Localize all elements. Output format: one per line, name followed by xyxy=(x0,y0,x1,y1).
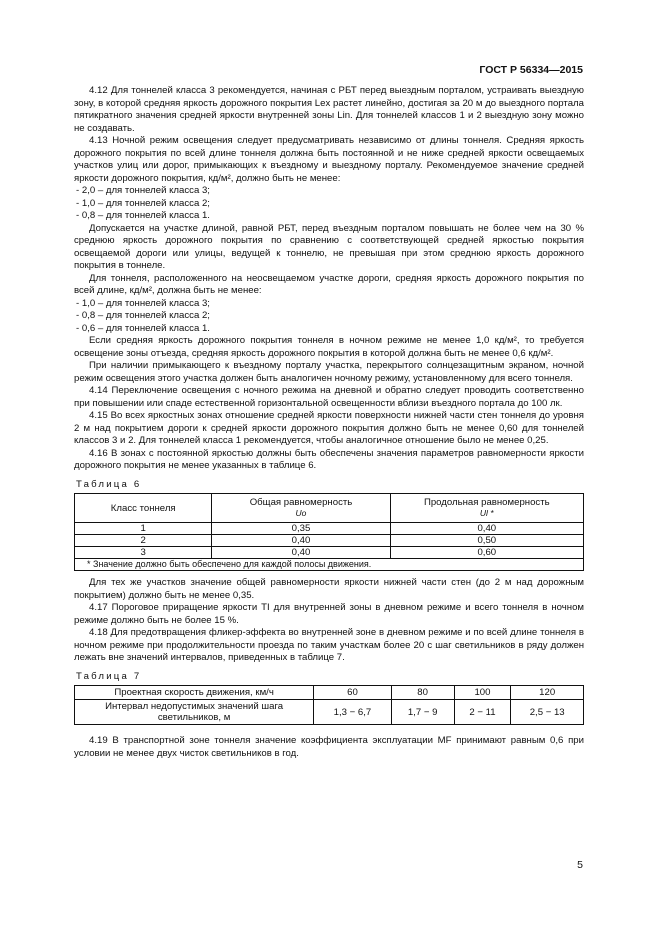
table-row xyxy=(75,547,584,559)
paragraph-walls: Для тех же участков значение общей равномерности яркости нижней части стен (до 2 м над дорожным покрытием) должно быть не менее 0,35. xyxy=(74,577,584,601)
paragraph-4-17: 4.17 Пороговое приращение яркости TI для внутренней зоны в дневном режиме и всего тоннеля в ночном режиме должно быть не более 15 %. xyxy=(74,602,584,626)
table-header-cell xyxy=(212,494,390,523)
table-cell: 120 xyxy=(511,686,584,700)
table-header-row xyxy=(75,494,584,523)
paragraph-allowance: Допускается на участке длиной, равной РБТ, перед въездным порталом повышать не более чем на 30 % среднюю яркость дорожного покрытия по сравнению с соответствующей средней яркостью покрытия освещаемой дороги или улицы, ведущей к тоннелю, не превышая при этом среднюю яркость дорожного покрытия в тоннеле. xyxy=(74,222,584,271)
table-note-row xyxy=(75,559,584,571)
table-header-cell xyxy=(390,494,583,523)
page-number: 5 xyxy=(577,859,583,871)
table-cell: 0,50 xyxy=(390,535,583,547)
table-cell: 60 xyxy=(314,686,391,700)
paragraph-4-19: 4.19 В транспортной зоне тоннеля значение коэффициента эксплуатации MF принимают равным 0,6 при условии не менее двух чисток светильников в год. xyxy=(74,735,584,759)
list-item: - 0,6 – для тоннелей класса 1. xyxy=(76,322,210,334)
paragraph-4-16: 4.16 В зонах с постоянной яркостью должны быть обеспечены значения параметров равномерности яркости дорожного покрытия не менее указанных в таблице 6. xyxy=(74,447,584,471)
document-header: ГОСТ Р 56334—2015 xyxy=(479,64,583,76)
table-row xyxy=(75,686,584,700)
table-row xyxy=(75,700,584,725)
table-row xyxy=(75,523,584,535)
table-cell: 100 xyxy=(454,686,511,700)
paragraph-exit-zone: Если средняя яркость дорожного покрытия тоннеля в ночном режиме не менее 1,0 кд/м², то требуется освещение зоны отъезда, средняя яркость дорожного покрытия в которой должна быть не менее 0,6 кд/м². xyxy=(74,335,584,359)
table-6 xyxy=(74,493,584,571)
table-cell: 0,60 xyxy=(390,547,583,559)
table-cell: 0,35 xyxy=(212,523,390,535)
table-6-caption: Таблица 6 xyxy=(76,478,142,490)
table-cell: 1,3 − 6,7 xyxy=(314,700,391,725)
list-item: - 1,0 – для тоннелей класса 3; xyxy=(76,297,210,309)
list-item: - 2,0 – для тоннелей класса 3; xyxy=(76,185,210,196)
paragraph-4-13: 4.13 Ночной режим освещения следует предусматривать независимо от длины тоннеля. Средняя яркость дорожного покрытия по всей длине тоннеля должна быть постоянной и не ниже средней яркости освещаемых участков улиц или дорог, примыкающих к въездному и выездному порталу. Рекомендуемое значение средней яркости дорожного покрытия, кд/м², должно быть не менее: xyxy=(74,135,584,184)
table-note: * Значение должно быть обеспечено для каждой полосы движения. xyxy=(75,559,584,571)
table-header-cell: Класс тоннеля xyxy=(75,494,212,523)
header-label: Продольная равномерность xyxy=(423,497,550,508)
table-cell: 2 − 11 xyxy=(454,700,511,725)
list-item: - 1,0 – для тоннелей класса 2; xyxy=(76,197,210,209)
paragraph-canopy: При наличии примыкающего к въездному порталу участка, перекрытого солнцезащитным экраном, ночной режим освещения этого участка должен быть аналогичен ночному режиму, установленному для всего тоннеля. xyxy=(74,360,584,384)
paragraph-unlit-road: Для тоннеля, расположенного на неосвещаемом участке дороги, средняя яркость дорожного покрытия по всей длине, кд/м², должна быть не менее: xyxy=(74,272,584,296)
table-cell: 1,7 − 9 xyxy=(391,700,454,725)
table-cell: Интервал недопустимых значений шага светильников, м xyxy=(75,700,314,725)
document-body xyxy=(74,85,584,760)
list-item: - 0,8 – для тоннелей класса 1. xyxy=(76,210,210,221)
table-7 xyxy=(74,685,584,725)
header-label: Общая равномерность xyxy=(249,497,353,508)
list-item: - 0,8 – для тоннелей класса 2; xyxy=(76,310,210,321)
table-cell: 0,40 xyxy=(212,535,390,547)
header-symbol: Uo xyxy=(295,508,307,518)
paragraph-4-18: 4.18 Для предотвращения фликер-эффекта во внутренней зоне в дневном режиме и по всей длине тоннеля в ночном режиме при продолжительности проезда по таким участкам более 20 с шаг светильников в ряду должен лежать вне значений интервалов, приведенных в таблице 7. xyxy=(74,627,584,663)
table-cell: Проектная скорость движения, км/ч xyxy=(75,686,314,700)
table-7-caption: Таблица 7 xyxy=(76,670,142,682)
paragraph-4-14: 4.14 Переключение освещения с ночного режима на дневной и обратно следует проводить соответственно при повышении или спаде естественной горизонтальной освещенности вблизи въездного портала до 100 лк. xyxy=(74,385,584,409)
table-cell: 0,40 xyxy=(212,547,390,559)
table-cell: 0,40 xyxy=(390,523,583,535)
table-cell: 80 xyxy=(391,686,454,700)
table-cell: 3 xyxy=(75,547,212,559)
header-symbol: Ul * xyxy=(479,508,494,518)
paragraph-4-15: 4.15 Во всех яркостных зонах отношение средней яркости поверхности нижней части стен тоннеля до уровня 2 м над покрытием дороги к средней яркости дорожного покрытия должно быть не менее 0,60 для тоннелей классов 3 и 2. Для тоннелей класса 1 рекомендуется, чтобы аналогичное отношение было не менее 0,25. xyxy=(74,410,584,446)
table-cell: 1 xyxy=(75,523,212,535)
table-cell: 2,5 − 13 xyxy=(511,700,584,725)
paragraph-4-12: 4.12 Для тоннелей класса 3 рекомендуется, начиная с РБТ перед выездным порталом, устраивать выездную зону, в которой средняя яркость дорожного покрытия Lex растет линейно, достигая за 20 м до выездного портала пятикратного значения средней яркости внутренней зоны Lin. Для тоннелей классов 1 и 2 выездную зону можно не создавать. xyxy=(74,85,584,134)
table-row xyxy=(75,535,584,547)
table-cell: 2 xyxy=(75,535,212,547)
